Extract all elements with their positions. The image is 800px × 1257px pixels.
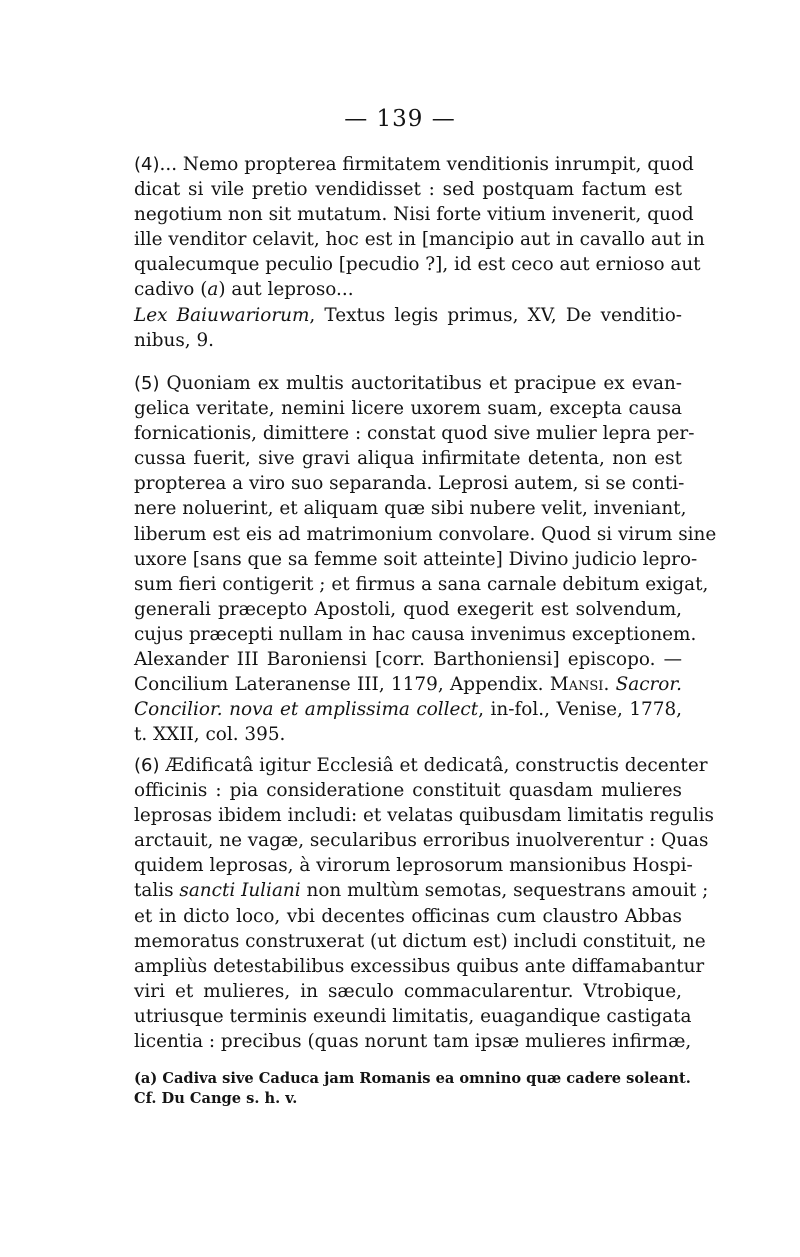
text-line: fornicationis, dimittere : constat quod sive mulier lepra per-: [134, 423, 695, 445]
text-line: sum fieri contigerit ; et firmus a sana carnale debitum exigat,: [134, 573, 709, 595]
text-line: cussa fuerit, sive gravi aliqua infirmitate detenta, non est: [134, 448, 682, 470]
text-line: (6) Ædificatâ igitur Ecclesiâ et dedicatâ, constructis decenter: [134, 755, 708, 776]
citation-line: Lex Baiuwariorum, Textus legis primus, XV, De venditio-: [134, 304, 682, 326]
citation-line: Concilium Lateranense III, 1179, Appendix. Mansi. Sacror.: [134, 674, 682, 696]
text-line: (5) Quoniam ex multis auctoritatibus et pracipue ex evan-: [134, 373, 682, 394]
text-line: et in dicto loco, vbi decentes officinas cum claustro Abbas: [134, 905, 682, 927]
footnote-line: Cf. Du Cange s. h. v.: [134, 1090, 298, 1107]
text-line: propterea a viro suo separanda. Leprosi autem, si se conti-: [134, 473, 685, 495]
citation-title: Lex Baiuwariorum: [134, 304, 310, 326]
footnote: [134, 1069, 691, 1109]
text-line: uxore [sans que sa femme soit atteinte] Divino judicio lepro-: [134, 548, 698, 570]
text-line: negotium non sit mutatum. Nisi forte vitium invenerit, quod: [134, 204, 694, 226]
text-line: dicat si vile pretio vendidisset : sed postquam factum est: [134, 179, 682, 201]
text-line: utriusque terminis exeundi limitatis, euagandique castigata: [134, 1005, 692, 1027]
footnote-line: (a) Cadiva sive Caduca jam Romanis ea omnino quæ cadere soleant.: [134, 1070, 691, 1087]
text-line: leprosas ibidem includi: et velatas quibusdam limitatis regulis: [134, 805, 714, 827]
text-line: generali præcepto Apostoli, quod exegerit est solvendum,: [134, 598, 682, 620]
note-5: [134, 371, 717, 747]
text-line: liberum est eis ad matrimonium convolare. Quod si virum sine: [134, 523, 717, 545]
text-line: officinis : pia consideratione constituit quasdam mulieres: [134, 780, 682, 802]
text-line: talis sancti Iuliani non multùm semotas, sequestrans amouit ;: [134, 880, 709, 902]
citation-line: t. XXII, col. 395.: [134, 724, 286, 746]
text-line: gelica veritate, nemini licere uxorem suam, excepta causa: [134, 398, 682, 420]
text-line: arctauit, ne vagæ, secularibus erroribus inuolverentur : Quas: [134, 830, 709, 852]
text-line: ampliùs detestabilibus excessibus quibus ante diffamabantur: [134, 955, 705, 977]
text-line: qualecumque peculio [pecudio ?], id est ceco aut ernioso aut: [134, 254, 701, 276]
text-line: quidem leprosas, à virorum leprosorum mansionibus Hospi-: [134, 855, 693, 877]
citation-line: Alexander III Baroniensi [corr. Barthoniensi] episcopo. —: [134, 649, 682, 671]
citation-title: Concilior. nova et amplissima collect: [134, 699, 479, 721]
text-line: nere noluerint, et aliquam quæ sibi nubere velit, inveniant,: [134, 498, 687, 520]
note-marker: (6): [134, 755, 160, 776]
text-line: memoratus construxerat (ut dictum est) includi constituit, ne: [134, 930, 706, 952]
note-4: [134, 152, 705, 353]
text-line: ille venditor celavit, hoc est in [mancipio aut in cavallo aut in: [134, 229, 705, 251]
note-marker: (4): [134, 154, 160, 175]
page-number: — 139 —: [344, 106, 456, 132]
text-line: (4)... Nemo propterea firmitatem venditionis inrumpit, quod: [134, 154, 694, 175]
citation-line: Concilior. nova et amplissima collect, in-fol., Venise, 1778,: [134, 699, 683, 721]
text-line: cadivo (a) aut leproso...: [134, 279, 354, 301]
text-line: cujus præcepti nullam in hac causa invenimus exceptionem.: [134, 623, 697, 645]
note-6: [134, 753, 714, 1054]
text-line: viri et mulieres, in sæculo commacularentur. Vtrobique,: [134, 980, 682, 1002]
text-line: licentia : precibus (quas norunt tam ipsæ mulieres infirmæ,: [134, 1031, 692, 1053]
note-marker: (5): [134, 373, 160, 394]
citation-line: nibus, 9.: [134, 329, 215, 351]
